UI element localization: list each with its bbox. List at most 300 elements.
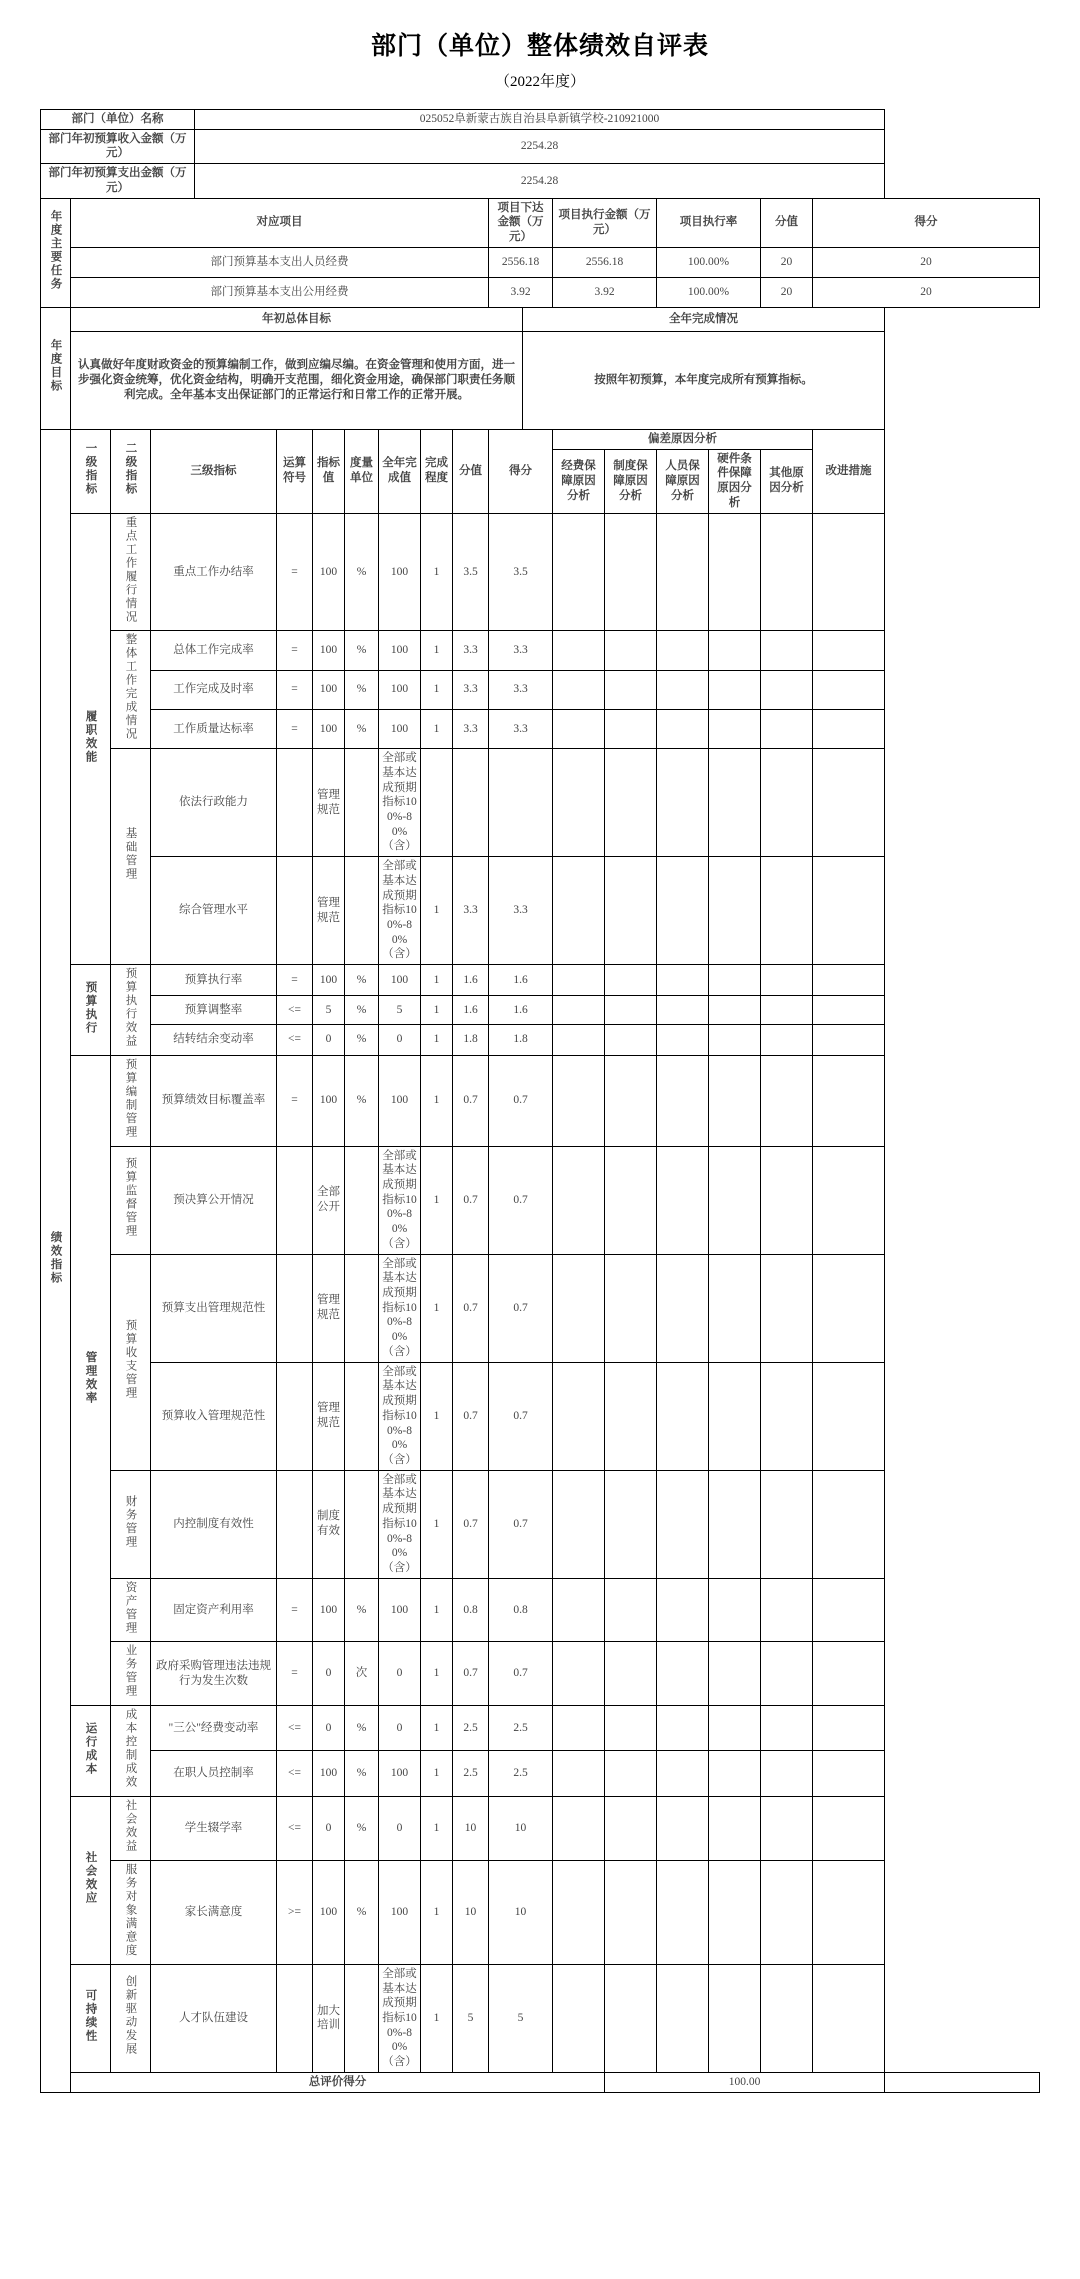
dev-system-cell [605, 631, 657, 670]
score-cell: 3.3 [489, 670, 553, 709]
tasks-data-row [41, 247, 1040, 277]
criteria-cell: 全部或基本达成预期指标100%-80%（含） [379, 1964, 421, 2072]
operator-cell: = [277, 1578, 313, 1642]
dev-funding-cell [553, 749, 605, 857]
l3-cell: "三公"经费变动率 [151, 1706, 277, 1751]
l3-cell: 预决算公开情况 [151, 1146, 277, 1254]
dev-hardware-cell [709, 1860, 761, 1964]
dev-other-cell [761, 513, 813, 631]
degree-cell: 1 [421, 631, 453, 670]
degree-cell: 1 [421, 1146, 453, 1254]
score-cell: 0.7 [489, 1362, 553, 1470]
col-l1: 一级指标 [71, 429, 111, 513]
dev-other-cell [761, 857, 813, 965]
l2-cell: 重点工作履行情况 [111, 513, 151, 631]
page-subtitle: （2022年度） [494, 74, 585, 90]
operator-cell: = [277, 1055, 313, 1146]
dev-other-cell [761, 1362, 813, 1470]
l2-cell: 预算执行效益 [111, 965, 151, 1056]
target-cell: 全部公开 [313, 1146, 345, 1254]
target-cell: 管理规范 [313, 857, 345, 965]
operator-cell: = [277, 670, 313, 709]
col-l3: 三级指标 [151, 429, 277, 513]
dev-funding-cell [553, 513, 605, 631]
tasks-col-score: 得分 [813, 198, 1040, 247]
dev-hardware-cell [709, 1024, 761, 1055]
unit-cell [345, 749, 379, 857]
target-cell: 0 [313, 1024, 345, 1055]
degree-cell: 1 [421, 1254, 453, 1362]
l3-cell: 在职人员控制率 [151, 1751, 277, 1796]
task-rate: 100.00% [657, 247, 761, 277]
task-rate: 100.00% [657, 277, 761, 307]
improve-cell [813, 1362, 885, 1470]
dev-hardware-cell [709, 1796, 761, 1860]
target-cell: 管理规范 [313, 749, 345, 857]
dev-hardware-cell [709, 1146, 761, 1254]
weight-cell: 10 [453, 1796, 489, 1860]
tasks-data-row [41, 277, 1040, 307]
score-cell: 0.7 [489, 1642, 553, 1706]
unit-cell: % [345, 965, 379, 996]
dev-staff-cell [657, 857, 709, 965]
operator-cell [277, 749, 313, 857]
col-target: 指标值 [313, 429, 345, 513]
dev-funding-cell [553, 1024, 605, 1055]
income-value: 2254.28 [195, 129, 885, 163]
dev-hardware-cell [709, 1362, 761, 1470]
improve-cell [813, 1578, 885, 1642]
weight-cell: 0.7 [453, 1642, 489, 1706]
page-title: 部门（单位）整体绩效自评表 [370, 33, 709, 60]
l1-cell: 可持续性 [71, 1964, 111, 2072]
operator-cell [277, 857, 313, 965]
l3-cell: 固定资产利用率 [151, 1578, 277, 1642]
col-dev-funding: 经费保障原因分析 [553, 449, 605, 513]
l2-cell: 预算编制管理 [111, 1055, 151, 1146]
l2-cell: 资产管理 [111, 1578, 151, 1642]
dev-hardware-cell [709, 1642, 761, 1706]
dev-funding-cell [553, 996, 605, 1024]
weight-cell: 0.7 [453, 1254, 489, 1362]
l2-cell: 整体工作完成情况 [111, 631, 151, 749]
actual-cell: 100 [379, 1751, 421, 1796]
dev-system-cell [605, 1578, 657, 1642]
dev-hardware-cell [709, 513, 761, 631]
weight-cell: 3.3 [453, 857, 489, 965]
weight-cell: 0.7 [453, 1362, 489, 1470]
l3-cell: 工作质量达标率 [151, 709, 277, 748]
col-weight: 分值 [453, 429, 489, 513]
weight-cell: 1.6 [453, 965, 489, 996]
dev-staff-cell [657, 1706, 709, 1751]
degree-cell: 1 [421, 1860, 453, 1964]
actual-cell: 0 [379, 1706, 421, 1751]
col-dev-other: 其他原因分析 [761, 449, 813, 513]
indicator-row [41, 709, 1040, 748]
task-executed: 3.92 [553, 277, 657, 307]
dev-staff-cell [657, 1860, 709, 1964]
dev-hardware-cell [709, 965, 761, 996]
income-label: 部门年初预算收入金额（万元） [41, 129, 195, 163]
l3-cell: 政府采购管理违法违规行为发生次数 [151, 1642, 277, 1706]
dev-staff-cell [657, 749, 709, 857]
operator-cell [277, 1470, 313, 1578]
improve-cell [813, 749, 885, 857]
l1-cell: 履职效能 [71, 513, 111, 965]
dev-staff-cell [657, 1578, 709, 1642]
col-dev-staff: 人员保障原因分析 [657, 449, 709, 513]
col-deviation-group: 偏差原因分析 [553, 429, 813, 449]
l2-cell: 业务管理 [111, 1642, 151, 1706]
dev-system-cell [605, 1254, 657, 1362]
degree-cell: 1 [421, 1642, 453, 1706]
dev-hardware-cell [709, 1254, 761, 1362]
indicator-row [41, 1860, 1040, 1964]
target-cell: 0 [313, 1642, 345, 1706]
dev-staff-cell [657, 670, 709, 709]
actual-cell: 100 [379, 965, 421, 996]
dev-system-cell [605, 1642, 657, 1706]
score-cell [489, 749, 553, 857]
dev-system-cell [605, 1362, 657, 1470]
weight-cell: 1.6 [453, 996, 489, 1024]
target-cell: 100 [313, 1578, 345, 1642]
score-cell: 2.5 [489, 1706, 553, 1751]
col-operator: 运算符号 [277, 429, 313, 513]
dev-staff-cell [657, 631, 709, 670]
improve-cell [813, 1254, 885, 1362]
weight-cell: 3.3 [453, 631, 489, 670]
weight-cell: 10 [453, 1860, 489, 1964]
dev-staff-cell [657, 1642, 709, 1706]
dev-funding-cell [553, 709, 605, 748]
l3-cell: 预算调整率 [151, 996, 277, 1024]
l3-cell: 学生辍学率 [151, 1796, 277, 1860]
col-improve: 改进措施 [813, 429, 885, 513]
unit-cell: 次 [345, 1642, 379, 1706]
dept-name-label: 部门（单位）名称 [41, 110, 195, 130]
dev-hardware-cell [709, 749, 761, 857]
improve-cell [813, 1796, 885, 1860]
weight-cell [453, 749, 489, 857]
col-degree: 完成程度 [421, 429, 453, 513]
improve-cell [813, 631, 885, 670]
score-cell: 3.3 [489, 709, 553, 748]
col-unit: 度量单位 [345, 429, 379, 513]
indicator-row [41, 513, 1040, 631]
dev-system-cell [605, 1024, 657, 1055]
task-score: 20 [813, 247, 1040, 277]
indicator-row [41, 631, 1040, 670]
dept-name-value: 025052阜新蒙古族自治县阜新镇学校-210921000 [195, 110, 885, 130]
task-weight: 20 [761, 247, 813, 277]
dev-funding-cell [553, 1642, 605, 1706]
dev-other-cell [761, 749, 813, 857]
unit-cell: % [345, 670, 379, 709]
l3-cell: 内控制度有效性 [151, 1470, 277, 1578]
col-l2: 二级指标 [111, 429, 151, 513]
dev-system-cell [605, 857, 657, 965]
dev-system-cell [605, 670, 657, 709]
dev-funding-cell [553, 1578, 605, 1642]
degree-cell: 1 [421, 1578, 453, 1642]
dev-funding-cell [553, 1470, 605, 1578]
dev-other-cell [761, 1860, 813, 1964]
l3-cell: 工作完成及时率 [151, 670, 277, 709]
tasks-col-executed: 项目执行金额（万元） [553, 198, 657, 247]
target-cell: 100 [313, 631, 345, 670]
actual-cell: 5 [379, 996, 421, 1024]
task-issued: 2556.18 [489, 247, 553, 277]
indicator-row [41, 1055, 1040, 1146]
task-issued: 3.92 [489, 277, 553, 307]
weight-cell: 3.3 [453, 709, 489, 748]
actual-cell: 100 [379, 631, 421, 670]
l3-cell: 家长满意度 [151, 1860, 277, 1964]
dev-funding-cell [553, 965, 605, 996]
indicator-row [41, 965, 1040, 996]
dev-funding-cell [553, 1706, 605, 1751]
operator-cell: = [277, 513, 313, 631]
operator-cell [277, 1146, 313, 1254]
weight-cell: 2.5 [453, 1751, 489, 1796]
l2-cell: 预算监督管理 [111, 1146, 151, 1254]
l3-cell: 预算绩效目标覆盖率 [151, 1055, 277, 1146]
operator-cell: = [277, 965, 313, 996]
degree-cell: 1 [421, 965, 453, 996]
l1-cell: 预算执行 [71, 965, 111, 1056]
weight-cell: 1.8 [453, 1024, 489, 1055]
dev-staff-cell [657, 965, 709, 996]
dev-system-cell [605, 1751, 657, 1796]
degree-cell: 1 [421, 670, 453, 709]
target-cell: 100 [313, 1055, 345, 1146]
actual-cell: 0 [379, 1024, 421, 1055]
degree-cell: 1 [421, 1470, 453, 1578]
target-cell: 100 [313, 513, 345, 631]
operator-cell [277, 1362, 313, 1470]
target-cell: 100 [313, 1860, 345, 1964]
weight-cell: 5 [453, 1964, 489, 2072]
operator-cell [277, 1964, 313, 2072]
score-cell: 10 [489, 1860, 553, 1964]
unit-cell [345, 857, 379, 965]
unit-cell [345, 1964, 379, 2072]
dev-hardware-cell [709, 1964, 761, 2072]
dev-funding-cell [553, 1146, 605, 1254]
actual-cell: 100 [379, 513, 421, 631]
indicator-row [41, 1796, 1040, 1860]
info-row-expense [41, 164, 1040, 198]
l3-cell: 重点工作办结率 [151, 513, 277, 631]
dev-system-cell [605, 709, 657, 748]
dev-other-cell [761, 631, 813, 670]
l2-cell: 成本控制成效 [111, 1706, 151, 1797]
degree-cell [421, 749, 453, 857]
degree-cell: 1 [421, 857, 453, 965]
tasks-col-weight: 分值 [761, 198, 813, 247]
unit-cell: % [345, 996, 379, 1024]
dev-system-cell [605, 749, 657, 857]
total-empty [885, 2072, 1040, 2092]
task-score: 20 [813, 277, 1040, 307]
l3-cell: 预算收入管理规范性 [151, 1362, 277, 1470]
operator-cell: <= [277, 1024, 313, 1055]
dev-staff-cell [657, 1796, 709, 1860]
goals-row-label: 年度目标 [41, 307, 71, 429]
operator-cell: = [277, 709, 313, 748]
improve-cell [813, 709, 885, 748]
indicator-row [41, 1578, 1040, 1642]
unit-cell: % [345, 1751, 379, 1796]
dev-other-cell [761, 1796, 813, 1860]
unit-cell: % [345, 631, 379, 670]
dev-other-cell [761, 1024, 813, 1055]
indicators-row-label: 绩效指标 [41, 429, 71, 2092]
weight-cell: 2.5 [453, 1706, 489, 1751]
indicator-row [41, 670, 1040, 709]
improve-cell [813, 996, 885, 1024]
criteria-cell: 全部或基本达成预期指标100%-80%（含） [379, 857, 421, 965]
task-weight: 20 [761, 277, 813, 307]
actual-cell: 100 [379, 709, 421, 748]
dev-staff-cell [657, 1964, 709, 2072]
dev-staff-cell [657, 709, 709, 748]
target-cell: 100 [313, 965, 345, 996]
tasks-col-rate: 项目执行率 [657, 198, 761, 247]
degree-cell: 1 [421, 1751, 453, 1796]
improve-cell [813, 1751, 885, 1796]
indicator-row [41, 1642, 1040, 1706]
score-cell: 0.7 [489, 1146, 553, 1254]
dev-staff-cell [657, 1055, 709, 1146]
target-cell: 100 [313, 1751, 345, 1796]
actual-cell: 100 [379, 1055, 421, 1146]
dev-staff-cell [657, 1362, 709, 1470]
unit-cell [345, 1470, 379, 1578]
unit-cell [345, 1362, 379, 1470]
expense-label: 部门年初预算支出金额（万元） [41, 164, 195, 198]
operator-cell: <= [277, 1751, 313, 1796]
actual-cell: 100 [379, 1578, 421, 1642]
l3-cell: 依法行政能力 [151, 749, 277, 857]
dev-staff-cell [657, 1470, 709, 1578]
criteria-cell: 全部或基本达成预期指标100%-80%（含） [379, 1254, 421, 1362]
degree-cell: 1 [421, 1024, 453, 1055]
l3-cell: 总体工作完成率 [151, 631, 277, 670]
score-cell: 2.5 [489, 1751, 553, 1796]
actual-cell: 0 [379, 1796, 421, 1860]
unit-cell: % [345, 1055, 379, 1146]
dev-system-cell [605, 1706, 657, 1751]
dev-hardware-cell [709, 1055, 761, 1146]
target-cell: 5 [313, 996, 345, 1024]
goals-left-text: 认真做好年度财政资金的预算编制工作，做到应编尽编。在资金管理和使用方面，进一步强化资金统筹，优化资金结构，明确开支范围，细化资金用途，确保部门职责任务顺利完成。全年基本支出保证部门的正常运行和日常工作的正常开展。 [71, 331, 523, 429]
improve-cell [813, 965, 885, 996]
dev-staff-cell [657, 1024, 709, 1055]
criteria-cell: 全部或基本达成预期指标100%-80%（含） [379, 749, 421, 857]
improve-cell [813, 1860, 885, 1964]
goals-right-header: 全年完成情况 [523, 307, 885, 331]
unit-cell: % [345, 513, 379, 631]
dev-system-cell [605, 1055, 657, 1146]
operator-cell: <= [277, 1706, 313, 1751]
task-project: 部门预算基本支出公用经费 [71, 277, 489, 307]
criteria-cell: 全部或基本达成预期指标100%-80%（含） [379, 1470, 421, 1578]
unit-cell: % [345, 1706, 379, 1751]
improve-cell [813, 1706, 885, 1751]
target-cell: 加大培训 [313, 1964, 345, 2072]
dev-hardware-cell [709, 996, 761, 1024]
score-cell: 1.8 [489, 1024, 553, 1055]
expense-value: 2254.28 [195, 164, 885, 198]
dev-other-cell [761, 1964, 813, 2072]
info-row-income [41, 129, 1040, 163]
degree-cell: 1 [421, 996, 453, 1024]
score-cell: 1.6 [489, 996, 553, 1024]
dev-other-cell [761, 1706, 813, 1751]
unit-cell [345, 1146, 379, 1254]
weight-cell: 3.3 [453, 670, 489, 709]
dev-system-cell [605, 996, 657, 1024]
weight-cell: 0.7 [453, 1146, 489, 1254]
improve-cell [813, 513, 885, 631]
l3-cell: 综合管理水平 [151, 857, 277, 965]
l2-cell: 服务对象满意度 [111, 1860, 151, 1964]
score-cell: 3.3 [489, 631, 553, 670]
actual-cell: 100 [379, 1860, 421, 1964]
l2-cell: 财务管理 [111, 1470, 151, 1578]
unit-cell: % [345, 1860, 379, 1964]
l2-cell: 创新驱动发展 [111, 1964, 151, 2072]
improve-cell [813, 857, 885, 965]
col-dev-hardware: 硬件条件保障原因分析 [709, 449, 761, 513]
operator-cell: = [277, 631, 313, 670]
degree-cell: 1 [421, 1362, 453, 1470]
dev-funding-cell [553, 1796, 605, 1860]
dev-system-cell [605, 1146, 657, 1254]
dev-hardware-cell [709, 1578, 761, 1642]
dev-other-cell [761, 1146, 813, 1254]
weight-cell: 0.8 [453, 1578, 489, 1642]
col-score: 得分 [489, 429, 553, 513]
dev-other-cell [761, 996, 813, 1024]
dev-other-cell [761, 670, 813, 709]
dev-hardware-cell [709, 1470, 761, 1578]
col-actual: 全年完成值 [379, 429, 421, 513]
dev-funding-cell [553, 1964, 605, 2072]
target-cell: 管理规范 [313, 1254, 345, 1362]
total-row [41, 2072, 1040, 2092]
target-cell: 0 [313, 1706, 345, 1751]
l3-cell: 结转结余变动率 [151, 1024, 277, 1055]
dev-other-cell [761, 1470, 813, 1578]
unit-cell: % [345, 1578, 379, 1642]
dev-funding-cell [553, 1055, 605, 1146]
tasks-header-row [41, 198, 1040, 247]
tasks-row-label: 年度主要任务 [41, 198, 71, 307]
score-cell: 0.8 [489, 1578, 553, 1642]
weight-cell: 3.5 [453, 513, 489, 631]
improve-cell [813, 1146, 885, 1254]
unit-cell: % [345, 709, 379, 748]
improve-cell [813, 670, 885, 709]
indicator-row [41, 1024, 1040, 1055]
score-cell: 0.7 [489, 1254, 553, 1362]
dev-system-cell [605, 1860, 657, 1964]
dev-other-cell [761, 1642, 813, 1706]
